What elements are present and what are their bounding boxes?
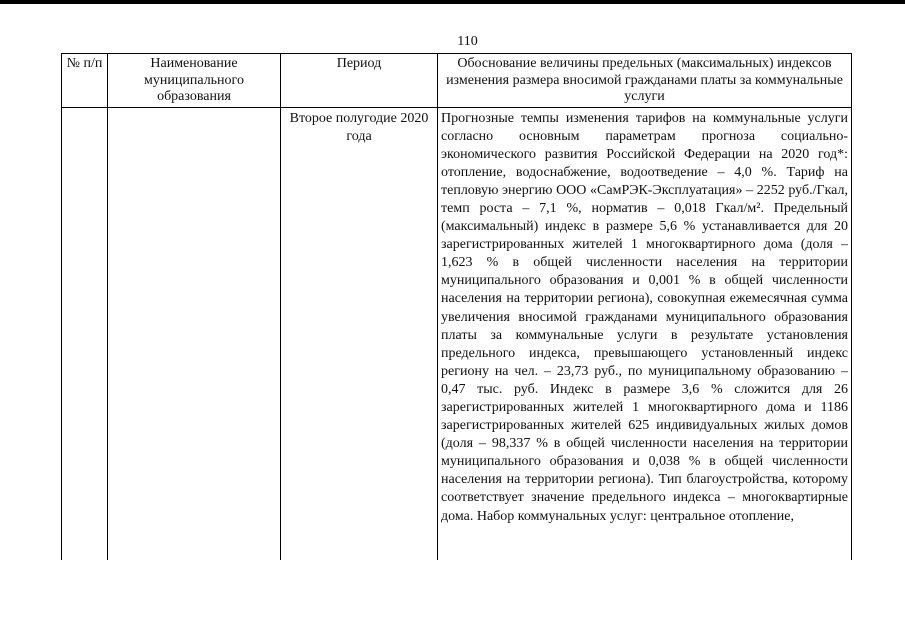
table-row (62, 107, 852, 560)
tariff-index-table (61, 53, 852, 560)
page-number: 110 (457, 34, 478, 49)
justification-text: Прогнозные темпы изменения тарифов на коммунальные услуги согласно основным параметрам прогноза социально-экономического развития Российской Федерации на 2020 год*: отопление, водоснабжение, водоотведение – 4,0 %. Тариф на тепловую энергию ООО «СамРЭК-Эксплуатация» – 2252 руб./Гкал, темп роста – 7,1 %, норматив – 0,018 Гкал/м². Предельный (максимальный) индекс в размере 5,6 % устанавливается для 20 зарегистрированных жителей 1 многоквартирного дома (доля – 1,623 % в общей численности населения на территории муниципального образования и 0,001 % в общей численности населения на территории региона), совокупная ежемесячная сумма увеличения вносимой гражданами муниципального образования платы за коммунальные услуги в результате установления предельного индекса, превышающего установленный индекс региону на чел. – 23,73 руб., по муниципальному образованию – 0,47 тыс. руб. Индекс в размере 3,6 % сложится для 26 зарегистрированных жителей 1 многоквартирного дома и 1186 зарегистрированных жителей 625 индивидуальных жилых домов (доля – 98,337 % в общей численности населения на территории муниципального образования и 0,038 % в общей численности населения на территории региона). Тип благоустройства, которому соответствует значение предельного индекса – многоквартирные дома. Набор коммунальных услуг: центральное отопление, (441, 110, 848, 524)
cell-justification (438, 107, 852, 560)
top-border-rule (0, 0, 905, 4)
header-number: № п/п (62, 54, 108, 108)
cell-municipality-name (108, 107, 281, 560)
cell-number (62, 107, 108, 560)
cell-period: Второе полугодие 2020 года (281, 107, 438, 560)
header-period: Период (281, 54, 438, 108)
table-header-row (62, 54, 852, 108)
header-justification: Обоснование величины предельных (максимальных) индексов изменения размера вносимой гражданами платы за коммунальные услуги (438, 54, 852, 108)
header-municipality-name: Наименование муниципального образования (108, 54, 281, 108)
